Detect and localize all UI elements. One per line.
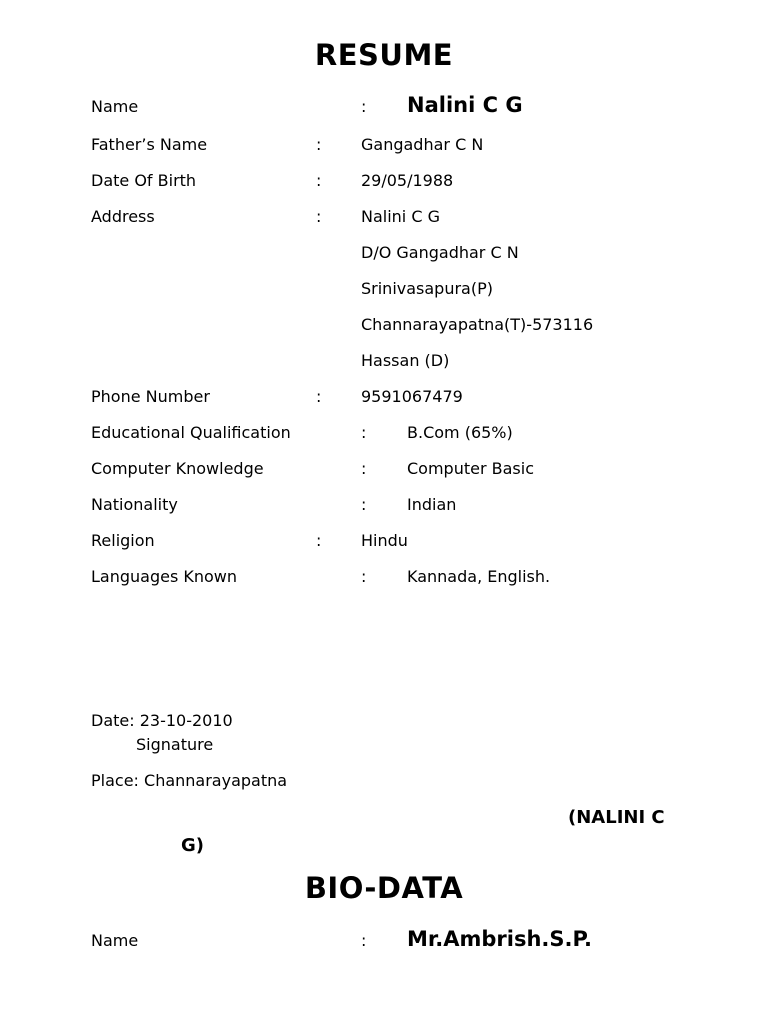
address-line: Srinivasapura(P) — [361, 279, 493, 298]
languages-value: Kannada, English. — [407, 567, 551, 586]
phone-colon: : — [316, 387, 322, 406]
religion-label: Religion — [91, 531, 155, 550]
biodata-title: BIO-DATA — [304, 871, 464, 905]
name-value: Nalini C G — [407, 93, 523, 117]
computer-knowledge-label: Computer Knowledge — [91, 459, 264, 478]
date-line: Date: 23-10-2010 — [91, 711, 233, 730]
address-colon: : — [316, 207, 322, 226]
religion-colon: : — [316, 531, 322, 550]
phone-label: Phone Number — [91, 387, 210, 406]
religion-value: Hindu — [361, 531, 408, 550]
computer-knowledge-colon: : — [361, 459, 367, 478]
education-value: B.Com (65%) — [407, 423, 513, 442]
father-name-label: Father’s Name — [91, 135, 208, 154]
education-label: Educational Qualification — [91, 423, 291, 442]
dob-colon: : — [316, 171, 322, 190]
dob-label: Date Of Birth — [91, 171, 197, 190]
dob-value: 29/05/1988 — [361, 171, 454, 190]
address-line: Nalini C G — [361, 207, 440, 226]
nationality-label: Nationality — [91, 495, 178, 514]
address-line: Channarayapatna(T)-573116 — [361, 315, 594, 334]
name-colon: : — [361, 97, 367, 116]
computer-knowledge-value: Computer Basic — [407, 459, 534, 478]
father-name-value: Gangadhar C N — [361, 135, 484, 154]
biodata-name-value: Mr.Ambrish.S.P. — [407, 927, 593, 951]
languages-label: Languages Known — [91, 567, 238, 586]
name-label: Name — [91, 97, 139, 116]
resume-title: RESUME — [314, 38, 454, 72]
address-line: Hassan (D) — [361, 351, 450, 370]
education-colon: : — [361, 423, 367, 442]
signature-label: Signature — [136, 735, 214, 754]
nationality-colon: : — [361, 495, 367, 514]
languages-colon: : — [361, 567, 367, 586]
signatory-name-part2: G) — [181, 835, 205, 856]
address-label: Address — [91, 207, 155, 226]
phone-value: 9591067479 — [361, 387, 463, 406]
place-line: Place: Channarayapatna — [91, 771, 288, 790]
nationality-value: Indian — [407, 495, 457, 514]
address-line: D/O Gangadhar C N — [361, 243, 519, 262]
signatory-name-part1: (NALINI C — [568, 807, 665, 828]
father-name-colon: : — [316, 135, 322, 154]
biodata-name-colon: : — [361, 931, 367, 950]
biodata-name-label: Name — [91, 931, 139, 950]
